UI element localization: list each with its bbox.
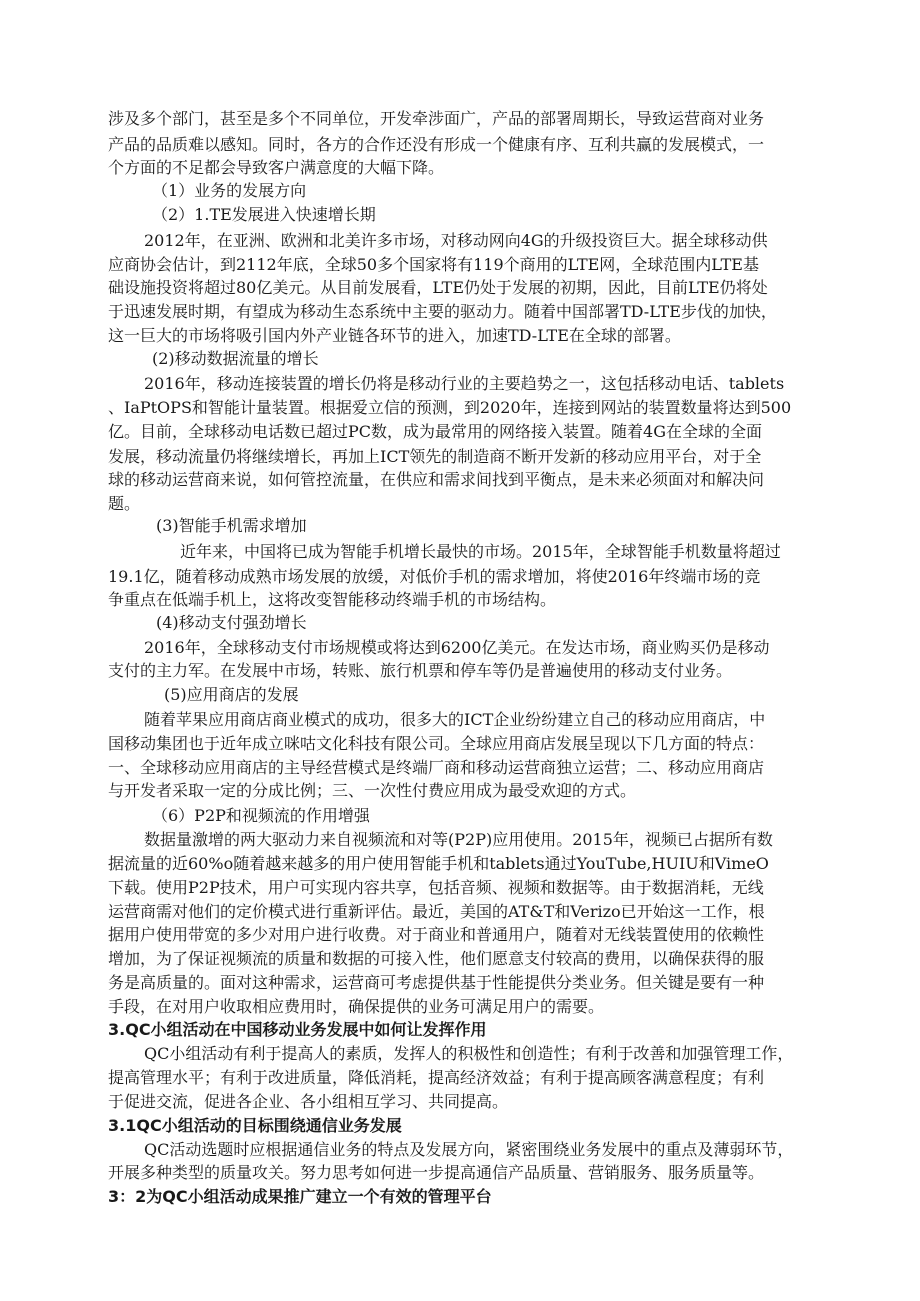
body-text-line: 据流量的近60%o随着越来越多的用户使用智能手机和tablets通过YouTube,HUIU和VimeO	[108, 854, 769, 873]
body-text-line: 题。	[108, 494, 141, 513]
body-text-line: 下载。使用P2P技术，用户可实现内容共享，包括音频、视频和数据等。由于数据消耗，无线	[108, 878, 764, 897]
chapter-heading: 3.QC小组活动在中国移动业务发展中如何让发挥作用	[108, 1020, 487, 1039]
body-text-line: 础设施投资将超过80亿美元。从目前发展看，LTE仍处于发展的初期，因此，目前LTE仍将处	[108, 278, 768, 297]
body-text-line: 2016年，移动连接装置的增长仍将是移动行业的主要趋势之一，这包括移动电话、tablets	[144, 374, 785, 393]
body-text-line: 这一巨大的市场将吸引国内外产业链各环节的进入，加速TD-LTE在全球的部署。	[108, 326, 681, 345]
section-heading: (4)移动支付强劲增长	[156, 613, 307, 632]
body-text-line: 提高管理水平；有利于改进质量，降低消耗，提高经济效益；有利于提高顾客满意程度；有利	[108, 1068, 765, 1087]
subsection-heading: 3：2为QC小组活动成果推广建立一个有效的管理平台	[108, 1187, 492, 1206]
subsection-heading: 3.1QC小组活动的目标围绕通信业务发展	[108, 1116, 402, 1135]
body-text-line: 数据量激增的两大驱动力来自视频流和对等(P2P)应用使用。2015年，视频已占据所有数	[144, 830, 773, 849]
body-text-line: 于促进交流，促进各企业、各小组相互学习、共同提高。	[108, 1092, 509, 1111]
body-text-line: 2016年，全球移动支付市场规模或将达到6200亿美元。在发达市场，商业购买仍是移动	[144, 638, 770, 657]
section-heading: (3)智能手机需求增加	[156, 516, 307, 535]
body-text-line: 支付的主力军。在发展中市场，转账、旅行机票和停车等仍是普遍使用的移动支付业务。	[108, 661, 733, 680]
body-text-line: 球的移动运营商来说，如何管控流量，在供应和需求间找到平衡点，是未来必须面对和解决问	[108, 470, 765, 489]
body-text-line: 国移动集团也于近年成立咪咕文化科技有限公司。全球应用商店发展呈现以下几方面的特点：	[108, 734, 765, 753]
body-text-line: 19.1亿，随着移动成熟市场发展的放缓，对低价手机的需求增加，将使2016年终端市场的竞	[108, 567, 761, 586]
body-text-line: 近年来，中国将已成为智能手机增长最快的市场。2015年，全球智能手机数量将超过	[180, 542, 781, 561]
body-text-line: 应商协会估计，到2112年底，全球50多个国家将有119个商用的LTE网，全球范围内LTE基	[108, 255, 759, 274]
body-text-line: 亿。目前，全球移动电话数已超过PC数，成为最常用的网络接入装置。随着4G在全球的全面	[108, 422, 762, 441]
body-text-line: 2012年，在亚洲、欧洲和北美许多市场，对移动网向4G的升级投资巨大。据全球移动供	[144, 231, 768, 250]
body-text-line: 手段，在对用户收取相应费用时，确保提供的业务可满足用户的需要。	[108, 997, 605, 1016]
body-text-line: 争重点在低端手机上，这将改变智能移动终端手机的市场结构。	[108, 590, 557, 609]
body-text-line: QC小组活动有利于提高人的素质，发挥人的积极性和创造性；有利于改善和加强管理工作，	[144, 1044, 794, 1063]
body-text-line: 务是高质量的。面对这种需求，运营商可考虑提供基于性能提供分类业务。但关键是要有一种	[108, 973, 765, 992]
body-text-line: 增加，为了保证视频流的质量和数据的可接入性，他们愿意支付较高的费用，以确保获得的服	[108, 949, 765, 968]
section-heading: (2)移动数据流量的增长	[152, 349, 319, 368]
body-text-line: QC活动选题时应根据通信业务的特点及发展方向，紧密围绕业务发展中的重点及薄弱环节，	[144, 1140, 794, 1159]
body-text-line: 开展多种类型的质量攻关。努力思考如何进一步提高通信产品质量、营销服务、服务质量等。	[108, 1163, 765, 1182]
body-text-line: 运营商需对他们的定价模式进行重新评估。最近，美国的AT&T和Verizo已开始这一工作，根	[108, 902, 765, 921]
section-heading: (5)应用商店的发展	[164, 685, 299, 704]
body-text-line: 一、全球移动应用商店的主导经营模式是终端厂商和移动运营商独立运营；二、移动应用商店	[108, 758, 765, 777]
body-text-line: 、IaPtOPS和智能计量装置。根据爱立信的预测，到2020年，连接到网站的装置数量将达到500	[108, 398, 792, 417]
body-text-line: 据用户使用带宽的多少对用户进行收费。对于商业和普通用户，随着对无线装置使用的依赖性	[108, 925, 765, 944]
section-heading: （2）1.TE发展进入快速增长期	[152, 205, 376, 224]
body-text-line: 随着苹果应用商店商业模式的成功，很多大的ICT企业纷纷建立自己的移动应用商店，中	[144, 710, 766, 729]
body-text-line: 发展，移动流量仍将继续增长，再加上ICT领先的制造商不断开发新的移动应用平台，对于全	[108, 447, 762, 466]
body-text-line: 于迅速发展时期，有望成为移动生态系统中主要的驱动力。随着中国部署TD-LTE步伐的加快，	[108, 302, 777, 321]
body-text-line: 与开发者采取一定的分成比例；三、一次性付费应用成为最受欢迎的方式。	[108, 781, 637, 800]
section-heading: （6）P2P和视频流的作用增强	[152, 806, 370, 825]
body-text-line: 涉及多个部门，甚至是多个不同单位，开发牵涉面广，产品的部署周期长，导致运营商对业务	[108, 109, 765, 128]
section-heading: （1）业务的发展方向	[152, 181, 307, 200]
body-text-line: 产品的品质难以感知。同时，各方的合作还没有形成一个健康有序、互利共赢的发展模式，一	[108, 135, 765, 154]
body-text-line: 个方面的不足都会导致客户满意度的大幅下降。	[108, 158, 445, 177]
